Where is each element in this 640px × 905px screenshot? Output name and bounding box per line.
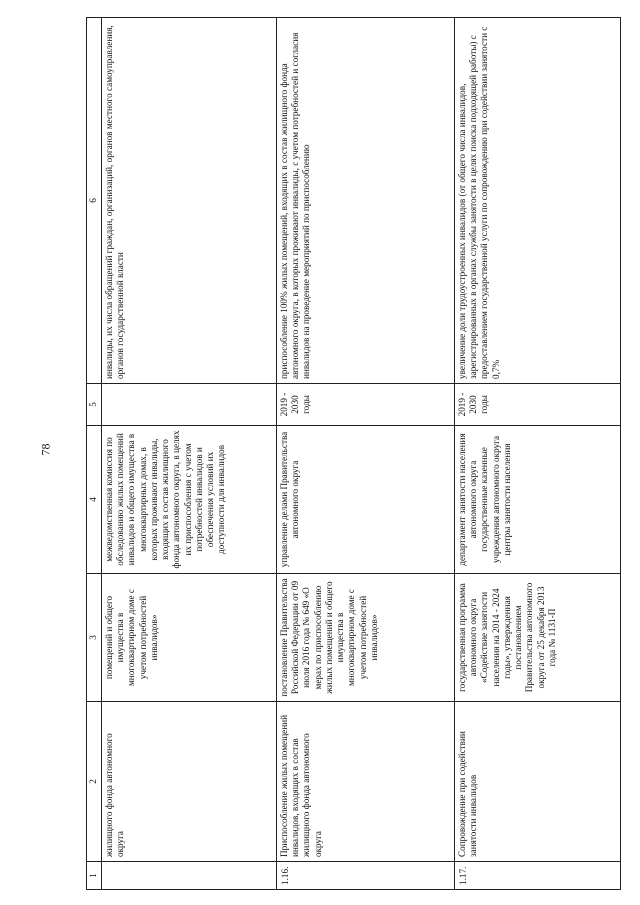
row-number: 1.16. [277, 862, 455, 890]
table-row [277, 18, 455, 890]
table-row [102, 18, 277, 890]
header-row [87, 18, 102, 890]
executor: управление делами Правительства автономного округа [277, 426, 455, 574]
result: инвалиды, их числа обращений граждан, организаций, органов местного самоуправления, органов государственной власти [102, 18, 277, 384]
page-number: 78 [38, 443, 53, 456]
legal-basis: постановление Правительства Российской Федерации от 09 июля 2016 года № 649 «О мерах по приспособлению жилых помещений и общего имущества в многоквартирном доме с учетом потребностей инвалидов» [277, 574, 455, 702]
header-cell-4: 4 [87, 426, 102, 574]
row-number [102, 862, 277, 890]
term: 2019 - 2030 годы [455, 384, 621, 426]
header-cell-3: 3 [87, 574, 102, 702]
result: приспособление 100% жилых помещений, входящих в состав жилищного фонда автономного округа, в которых проживают инвалиды, с учетом потребностей и согласия инвалидов на проведение мероприятий по приспособлению [277, 18, 455, 384]
legal-basis: государственная программа автономного округа «Содействие занятости населения на 2014 - 2024 годы», утвержденная постановлением Правительства автономного округа от 25 декабря 2013 года № 1131-П [455, 574, 621, 702]
result: увеличение доли трудоустроенных инвалидов (от общего числа инвалидов, зарегистрированных в органах службы занятости в целях поиска подходящей работы) с предоставлением государственной услуги по сопровождению при содействии занятости с 0,7% [455, 18, 621, 384]
header-cell-2: 2 [87, 702, 102, 862]
executor: межведомственная комиссия по обследованию жилых помещений инвалидов и общего имущества в многоквартирных домах, в которых проживают инвалиды, входящих в состав жилищного фонда автономного округа, в целях их приспособления с учетом потребностей инвалидов и обеспечения условий их доступности для инвалидов [102, 426, 277, 574]
measure-name: Приспособление жилых помещений инвалидов, входящих в состав жилищного фонда автономного округа [277, 702, 455, 862]
header-cell-1: 1 [87, 862, 102, 890]
term [102, 384, 277, 426]
measure-name: Сопровождение при содействии занятости инвалидов [455, 702, 621, 862]
rotated-page [86, 18, 621, 890]
executor: департамент занятости населения автономного округа государственные казенные учреждения автономного округа центры занятости населения [455, 426, 621, 574]
measure-name: жилищного фонда автономного округа [102, 702, 277, 862]
header-cell-5: 5 [87, 384, 102, 426]
legal-basis: помещений и общего имущества в многоквартирном доме с учетом потребностей инвалидов» [102, 574, 277, 702]
row-number: 1.17. [455, 862, 621, 890]
measures-table [86, 17, 621, 890]
term: 2019 - 2030 годы [277, 384, 455, 426]
header-cell-6: 6 [87, 18, 102, 384]
table-row [455, 18, 621, 890]
